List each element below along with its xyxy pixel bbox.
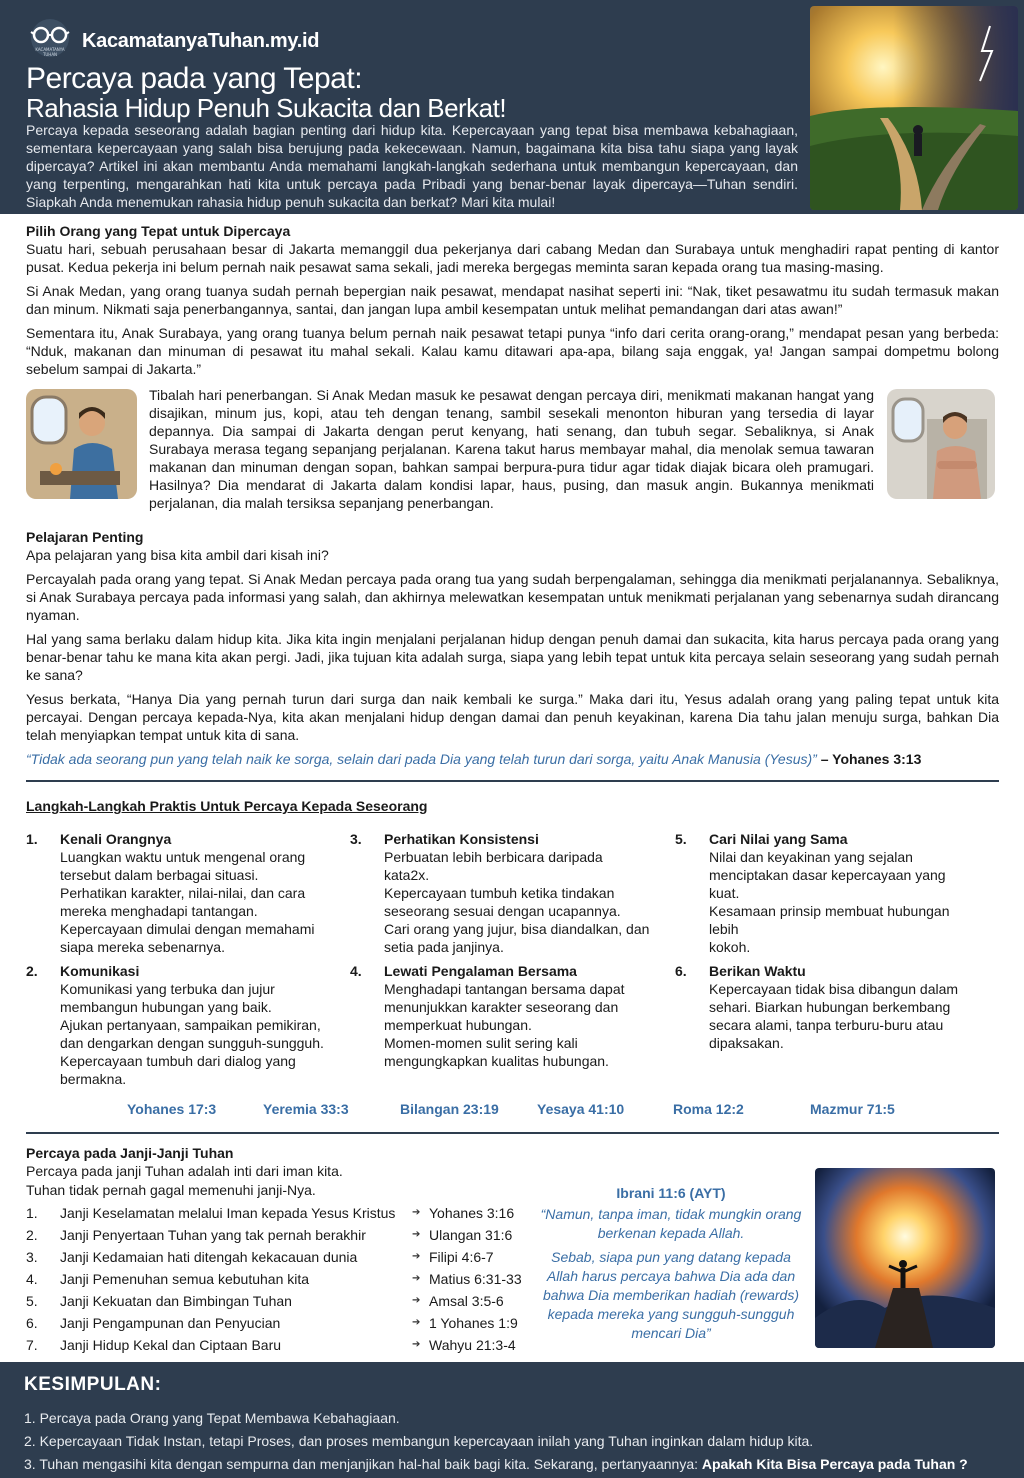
- step-item: [350, 830, 650, 956]
- divider: [26, 780, 999, 782]
- step-text-line: Kepercayaan dimulai dengan memahami: [60, 921, 315, 937]
- arrow-icon: ➔: [412, 1317, 421, 1328]
- promise-number: 7.: [26, 1337, 38, 1353]
- promise-text: Janji Kekuatan dan Bimbingan Tuhan: [60, 1293, 292, 1309]
- step-text-line: kokoh.: [709, 939, 751, 955]
- step-text-line: Komunikasi yang terbuka dan jujur: [60, 981, 275, 997]
- step-text-line: Menghadapi tantangan bersama dapat: [384, 981, 625, 997]
- site-name[interactable]: KacamatanyaTuhan.my.id: [82, 30, 320, 52]
- step-text-line: Kepercayaan tumbuh dari dialog yang: [60, 1053, 296, 1069]
- step-item: [26, 962, 326, 1088]
- svg-text:KACAMATANYA: KACAMATANYA: [35, 47, 65, 52]
- promise-number: 4.: [26, 1271, 38, 1287]
- promise-text: Janji Pemenuhan semua kebutuhan kita: [60, 1271, 310, 1287]
- promise-item: [26, 1293, 546, 1313]
- scripture-reference: Bilangan 23:19: [400, 1101, 499, 1117]
- promise-text: Janji Pengampunan dan Penyucian: [60, 1315, 281, 1331]
- promise-item: [26, 1227, 546, 1247]
- step-item: [675, 830, 975, 956]
- story-flight-paragraph: Tibalah hari penerbangan. Si Anak Medan masuk ke pesawat dengan percaya diri, menikmati makanan hangat yang disajikan, minum jus, kopi, atau teh dengan tenang, sambil sesekali menonton hiburan yang tersedia di layar depannya. Dia sampai di Jakarta dengan perut kenyang, hati senang, dan tubuh segar. Sebaliknya, si Anak Surabaya merasa tegang sepanjang perjalanan. Karena takut harus membayar mahal, dia menolak semua tawaran makanan dan minuman dengan sopan, bahkan sampai berpura-pura tidur agar tidak diajak bicara oleh pramugari. Hasilnya? Dia mendarat di Jakarta dalam kondisi lapar, haus, pusing, dan masuk angin. Bukannya menikmati perjalanan, dia malah tersiksa sepanjang penerbangan.: [149, 387, 874, 511]
- step-title: Kenali Orangnya: [60, 831, 172, 847]
- conclusion-question: Apakah Kita Bisa Percaya pada Tuhan ?: [701, 1456, 968, 1472]
- step-number: 6.: [675, 963, 687, 979]
- step-text-line: setia pada janjinya.: [384, 939, 504, 955]
- promise-number: 6.: [26, 1315, 38, 1331]
- faith-summit-image: [815, 1168, 995, 1348]
- promise-reference: Matius 6:31-33: [429, 1271, 522, 1287]
- promise-reference: Ulangan 31:6: [429, 1227, 513, 1243]
- promise-text: Janji Kedamaian hati ditengah kekacauan dunia: [60, 1249, 358, 1265]
- lesson-paragraph-2: Hal yang sama berlaku dalam hidup kita. Jika kita ingin menjalani perjalanan hidup dengan penuh damai dan sukacita, kita harus percaya pada orang yang benar-benar tahu ke mana kita akan pergi. Jadi, jika tujuan kita adalah surga, siapa yang lebih tepat untuk kita percaya selain seseorang yang sudah pernah ke sana?: [26, 631, 999, 683]
- step-text-line: mereka menghadapi tantangan.: [60, 903, 258, 919]
- step-text-line: menunjukkan karakter seseorang dan: [384, 999, 619, 1015]
- promise-number: 2.: [26, 1227, 38, 1243]
- scripture-reference: Mazmur 71:5: [810, 1101, 895, 1117]
- step-title: Lewati Pengalaman Bersama: [384, 963, 577, 979]
- svg-text:TUHAN: TUHAN: [42, 52, 58, 57]
- lesson-paragraph-1: Percayalah pada orang yang tepat. Si Anak Medan percaya pada orang tua yang sudah berpengalaman, sehingga dia menikmati perjalanannya. Sebaliknya, si Anak Surabaya percaya pada informasi yang salah, dan akhirnya melewatkan kesempatan untuk menikmati perjalanan yang sebenarnya sudah dirancang nyaman.: [26, 571, 999, 623]
- hebrews-quote-line2: Sebab, siapa pun yang datang kepada Allah harus percaya bahwa Dia ada dan bahwa Dia memberikan hadiah (rewards) kepada mereka yang sungguh-sungguh mencari Dia”: [542, 1249, 799, 1341]
- promise-number: 3.: [26, 1249, 38, 1265]
- step-text-line: tersebut dalam berbagai situasi.: [60, 867, 259, 883]
- step-text-line: Luangkan waktu untuk mengenal orang: [60, 849, 306, 865]
- promise-text: Janji Hidup Kekal dan Ciptaan Baru: [60, 1337, 282, 1353]
- step-number: 2.: [26, 963, 38, 979]
- promise-reference: 1 Yohanes 1:9: [429, 1315, 518, 1331]
- step-text-line: Perhatikan karakter, nilai-nilai, dan cara: [60, 885, 306, 901]
- conclusion-item-3: [24, 1456, 968, 1472]
- section-heading: Pilih Orang yang Tepat untuk Dipercaya: [26, 223, 291, 239]
- arrow-icon: ➔: [412, 1273, 421, 1284]
- promises-intro-line2: Tuhan tidak pernah gagal memenuhi janji-Nya.: [26, 1182, 316, 1198]
- promise-number: 5.: [26, 1293, 38, 1309]
- page-title-line1: Percaya pada yang Tepat:: [26, 62, 363, 95]
- page-title-line2: Rahasia Hidup Penuh Sukacita dan Berkat!: [26, 93, 507, 123]
- promises-intro-line1: Percaya pada janji Tuhan adalah inti dari iman kita.: [26, 1163, 343, 1179]
- step-number: 5.: [675, 831, 687, 847]
- verse-text: “Tidak ada seorang pun yang telah naik ke sorga, selain dari pada Dia yang telah turun dari sorga, yaitu Anak Manusia (Yesus)”: [26, 751, 817, 767]
- crossroads-image: [810, 6, 1018, 210]
- glasses-logo-icon: [26, 18, 74, 62]
- step-text-line: seseorang sesuai dengan ucapannya.: [384, 903, 621, 919]
- step-number: 4.: [350, 963, 362, 979]
- step-item: [675, 962, 975, 1052]
- step-text-line: Cari orang yang jujur, bisa diandalkan, dan: [384, 921, 650, 937]
- step-text-line: Kepercayaan tidak bisa dibangun dalam: [709, 981, 959, 997]
- step-item: [350, 962, 650, 1070]
- step-title: Cari Nilai yang Sama: [709, 831, 848, 847]
- step-text-line: dipaksakan.: [709, 1035, 784, 1051]
- scripture-reference: Yeremia 33:3: [263, 1101, 349, 1117]
- promise-item: [26, 1271, 546, 1291]
- step-text-line: Nilai dan keyakinan yang sejalan: [709, 849, 913, 865]
- bible-verse: [26, 750, 999, 768]
- tense-passenger-image: [887, 389, 995, 499]
- step-number: 3.: [350, 831, 362, 847]
- steps-title: Langkah-Langkah Praktis Untuk Percaya Kepada Seseorang: [26, 798, 428, 814]
- promises-title: Percaya pada Janji-Janji Tuhan: [26, 1145, 234, 1161]
- promise-text: Janji Keselamatan melalui Iman kepada Yesus Kristus: [60, 1205, 396, 1221]
- step-text-line: siapa mereka sebenarnya.: [60, 939, 225, 955]
- step-text-line: Perbuatan lebih berbicara daripada kata2x.: [384, 849, 603, 883]
- step-title: Berikan Waktu: [709, 963, 806, 979]
- promise-item: [26, 1249, 546, 1269]
- step-item: [26, 830, 326, 956]
- promise-item: [26, 1205, 546, 1225]
- conclusion-section: [0, 1362, 1024, 1478]
- promise-number: 1.: [26, 1205, 38, 1221]
- story-paragraph-3: Sementara itu, Anak Surabaya, yang orang tuanya belum pernah naik pesawat tetapi punya “info dari cerita orang-orang,” mendapat pesan yang berbeda: “Nduk, makanan dan minuman di pesawat itu mahal sekali. Kalau kamu ditawari apa-apa, bilang saja enggak, ya! Jangan sampai dompetmu bolong sebelum sampai di Jakarta.”: [26, 325, 999, 377]
- step-text-line: Momen-momen sulit sering kali: [384, 1035, 578, 1051]
- step-text-line: Ajukan pertanyaan, sampaikan pemikiran,: [60, 1017, 321, 1033]
- step-text-line: memperkuat hubungan.: [384, 1017, 532, 1033]
- step-text-line: mengungkapkan kualitas hubungan.: [384, 1053, 609, 1069]
- happy-passenger-image: [26, 389, 137, 499]
- step-text-line: secara alami, tanpa terburu-buru atau: [709, 1017, 944, 1033]
- arrow-icon: ➔: [412, 1251, 421, 1262]
- step-text-line: bermakna.: [60, 1071, 127, 1087]
- scripture-reference: Roma 12:2: [673, 1101, 744, 1117]
- conclusion-title: KESIMPULAN:: [24, 1374, 162, 1395]
- arrow-icon: ➔: [412, 1295, 421, 1306]
- story-paragraph-1: Suatu hari, sebuah perusahaan besar di Jakarta memanggil dua pekerjanya dari cabang Medan dan Surabaya untuk menghadiri rapat penting di kantor pusat. Kedua pekerja ini belum pernah naik pesawat sama sekali, jadi mereka bergegas meminta saran kepada orang tua masing-masing.: [26, 241, 999, 275]
- section-heading: Pelajaran Penting: [26, 529, 144, 545]
- step-title: Perhatikan Konsistensi: [384, 831, 539, 847]
- promise-reference: Amsal 3:5-6: [429, 1293, 504, 1309]
- step-text-line: Kesamaan prinsip membuat hubungan lebih: [709, 903, 950, 937]
- scripture-reference: Yesaya 41:10: [537, 1101, 625, 1117]
- promise-item: [26, 1337, 546, 1357]
- scripture-reference: Yohanes 17:3: [127, 1101, 217, 1117]
- promise-reference: Yohanes 3:16: [429, 1205, 515, 1221]
- arrow-icon: ➔: [412, 1339, 421, 1350]
- hebrews-quote: [540, 1184, 802, 1348]
- promise-text: Janji Penyertaan Tuhan yang tak pernah berakhir: [60, 1227, 366, 1243]
- arrow-icon: ➔: [412, 1207, 421, 1218]
- hebrews-quote-line1: “Namun, tanpa iman, tidak mungkin orang berkenan kepada Allah.: [540, 1206, 802, 1241]
- conclusion-item-2: 2. Kepercayaan Tidak Instan, tetapi Proses, dan proses membangun kepercayaan inilah yang Tuhan inginkan dalam hidup kita.: [24, 1433, 814, 1449]
- step-text-line: menciptakan dasar kepercayaan yang kuat.: [709, 867, 946, 901]
- hebrews-reference: Ibrani 11:6 (AYT): [616, 1185, 726, 1201]
- step-text-line: Kepercayaan tumbuh ketika tindakan: [384, 885, 615, 901]
- step-text-line: membangun hubungan yang baik.: [60, 999, 272, 1015]
- header-banner: [0, 0, 1024, 214]
- step-text-line: sehari. Biarkan hubungan berkembang: [709, 999, 951, 1015]
- divider: [26, 1132, 999, 1134]
- step-title: Komunikasi: [60, 963, 140, 979]
- verse-reference: – Yohanes 3:13: [820, 751, 922, 767]
- lesson-question: Apa pelajaran yang bisa kita ambil dari kisah ini?: [26, 547, 329, 563]
- promise-reference: Wahyu 21:3-4: [429, 1337, 516, 1353]
- promises-intro: [26, 1162, 343, 1200]
- story-paragraph-2: Si Anak Medan, yang orang tuanya sudah pernah bepergian naik pesawat, mendapat nasihat seperti ini: “Nak, tiket pesawatmu itu sudah termasuk makan dan minum. Nikmati saja penerbangannya, santai, dan jangan lupa ambil kesempatan untuk melihat pemandangan dari atas awan!”: [26, 283, 999, 317]
- conclusion-item-1: 1. Percaya pada Orang yang Tepat Membawa Kebahagiaan.: [24, 1410, 400, 1426]
- promise-reference: Filipi 4:6-7: [429, 1249, 494, 1265]
- section-choose-right-person: [26, 222, 999, 384]
- step-number: 1.: [26, 831, 38, 847]
- promise-item: [26, 1315, 546, 1335]
- lesson-paragraph-3: Yesus berkata, “Hanya Dia yang pernah turun dari surga dan naik kembali ke surga.” Maka dari itu, Yesus adalah orang yang paling tepat untuk kita percayai. Dengan percaya kepada-Nya, kita akan menjalani hidup dengan damai dan penuh keyakinan, karena Dia tahu jalan menuju surga, bahkan Dia telah menyiapkan tempat untuk kita di sana.: [26, 691, 999, 743]
- intro-paragraph: Percaya kepada seseorang adalah bagian penting dari hidup kita. Kepercayaan yang tepat bisa membawa kebahagiaan, sementara kepercayaan yang salah bisa berujung pada kekecewaan. Namun, bagaimana kita bisa tahu siapa yang layak dipercaya? Artikel ini akan membantu Anda memahami langkah-langkah sederhana untuk membangun kepercayaan, dan yang terpenting, mengarahkan hati kita untuk percaya pada Pribadi yang benar-benar layak dipercaya—Tuhan sendiri. Siapkah Anda menemukan rahasia hidup penuh sukacita dan berkat? Mari kita mulai!: [26, 122, 798, 210]
- step-text-line: dan dengarkan dengan sungguh-sungguh.: [60, 1035, 324, 1051]
- arrow-icon: ➔: [412, 1229, 421, 1240]
- section-important-lesson: [26, 528, 999, 774]
- conclusion-item-3-text: 3. Tuhan mengasihi kita dengan sempurna dan menjanjikan hal-hal baik bagi kita. Sekarang, pertanyaannya:: [24, 1456, 702, 1472]
